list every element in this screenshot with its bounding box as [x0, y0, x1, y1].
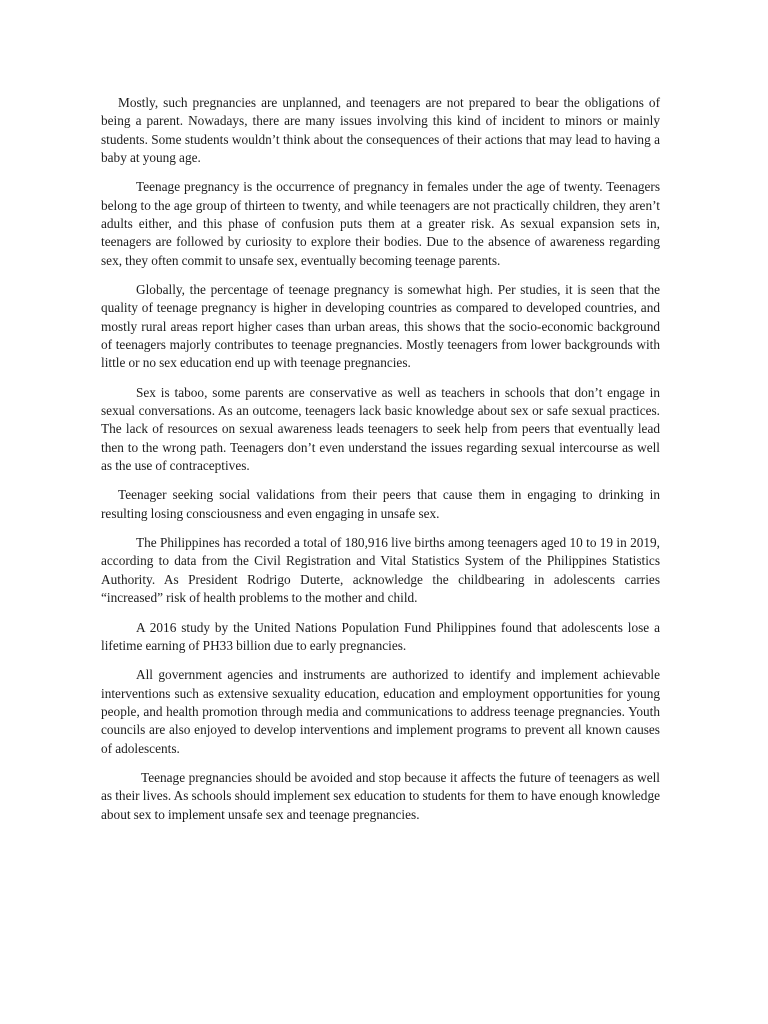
- paragraph-3: Globally, the percentage of teenage pregnancy is somewhat high. Per studies, it is seen that the quality of teenage pregnancy is higher in developing countries as compared to developed countries, and mostly rural areas report higher cases than urban areas, this shows that the socio-economic background of teenagers majorly contributes to teenage pregnancies. Mostly teenagers from lower backgrounds with little or no sex education end up with teenage pregnancies.: [101, 282, 660, 371]
- document-body: [101, 94, 660, 835]
- paragraph-7: A 2016 study by the United Nations Population Fund Philippines found that adolescents lose a lifetime earning of PH33 billion due to early pregnancies.: [101, 619, 660, 653]
- paragraph-1: Mostly, such pregnancies are unplanned, and teenagers are not prepared to bear the obligations of being a parent. Nowadays, there are many issues involving this kind of incident to minors or mainly students. Some students wouldn’t think about the consequences of their actions that may lead to having a baby at young age.: [101, 95, 660, 165]
- paragraph-8: All government agencies and instruments are authorized to identify and implement achievable interventions such as extensive sexuality education, education and employment opportunities for young people, and health promotion through media and communications to address teenage pregnancies. Youth councils are also enjoyed to develop interventions and implement programs to prevent all known causes of adolescents.: [101, 667, 660, 756]
- paragraph-9: Teenage pregnancies should be avoided and stop because it affects the future of teenagers as well as their lives. As schools should implement sex education to students for them to have enough knowledge about sex to implement unsafe sex and teenage pregnancies.: [101, 770, 660, 822]
- paragraph-4: Sex is taboo, some parents are conservative as well as teachers in schools that don’t engage in sexual conversations. As an outcome, teenagers lack basic knowledge about sex or safe sexual practices. The lack of resources on sexual awareness leads teenagers to seek help from peers that eventually lead then to the wrong path. Teenagers don’t even understand the issues regarding sexual intercourse as well as the use of contraceptives.: [101, 384, 660, 473]
- paragraph-6: The Philippines has recorded a total of 180,916 live births among teenagers aged 10 to 19 in 2019, according to data from the Civil Registration and Vital Statistics System of the Philippines Statistics Authority. As President Rodrigo Duterte, acknowledge the childbearing in adolescents carries “increased” risk of health problems to the mother and child.: [101, 535, 660, 606]
- paragraph-5: Teenager seeking social validations from their peers that cause them in engaging to drinking in resulting losing consciousness and even engaging in unsafe sex.: [101, 487, 660, 521]
- paragraph-2: Teenage pregnancy is the occurrence of pregnancy in females under the age of twenty. Teenagers belong to the age group of thirteen to twenty, and while teenagers are not practically children, they aren’t adults either, and this phase of confusion puts them at a greater risk. As sexual expansion sets in, teenagers are followed by curiosity to explore their bodies. Due to the absence of awareness regarding sex, they often commit to unsafe sex, eventually becoming teenage parents.: [101, 179, 660, 268]
